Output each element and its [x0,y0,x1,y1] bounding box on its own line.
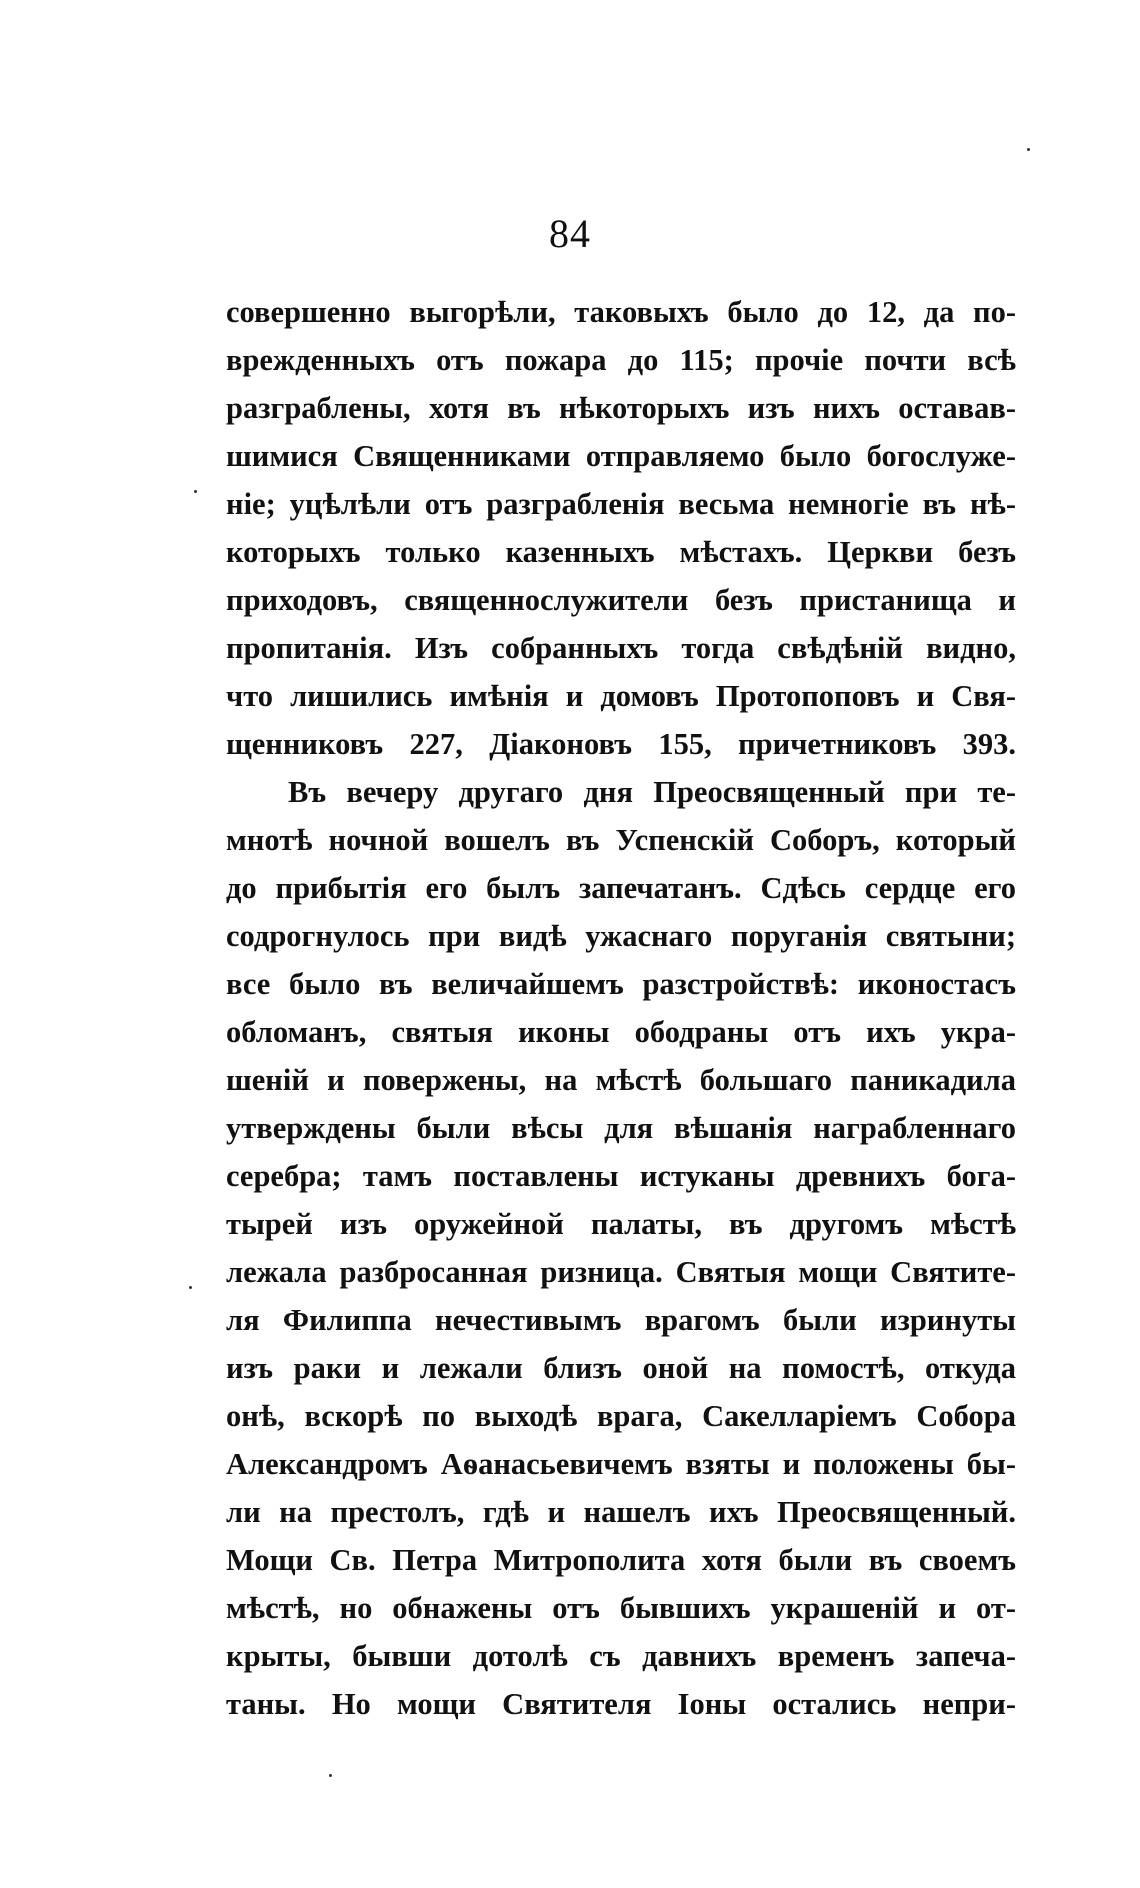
text-line: лежала разбросанная ризница. Святыя мощи Святите- [226,1255,1016,1289]
text-line: разграблены, хотя въ нѣкоторыхъ изъ нихъ оставав- [226,391,1016,425]
text-line: обломанъ, святыя иконы ободраны отъ ихъ укра- [226,1015,1016,1049]
text-line: тырей изъ оружейной палаты, въ другомъ мѣстѣ [226,1207,1016,1241]
print-speck [329,1774,332,1777]
text-line: ли на престолъ, гдѣ и нашелъ ихъ Преосвященный. [226,1495,1016,1529]
print-speck [1027,148,1030,151]
print-speck [194,490,197,493]
text-line: таны. Но мощи Святителя Іоны остались непри- [226,1687,1016,1721]
text-line: все было въ величайшемъ разстройствѣ: иконостасъ [226,967,1016,1001]
text-line: утверждены были вѣсы для вѣшанія награбленнаго [226,1111,1016,1145]
text-line: которыхъ только казенныхъ мѣстахъ. Церкви безъ [226,535,1016,569]
text-line: онѣ, вскорѣ по выходѣ врага, Сакелларіемъ Собора [226,1399,1016,1433]
text-line: шеній и повержены, на мѣстѣ большаго паникадила [226,1063,1016,1097]
text-line: крыты, бывши дотолѣ съ давнихъ временъ запеча- [226,1639,1016,1673]
page-number: 84 [549,211,591,256]
text-line: содрогнулось при видѣ ужаснаго поруганія святыни; [226,919,1016,953]
text-line: шимися Священниками отправляемо было богослуже- [226,439,1016,473]
text-line: врежденныхъ отъ пожара до 115; прочіе почти всѣ [226,343,1016,377]
text-line: Александромъ Аѳанасьевичемъ взяты и положены бы- [226,1447,1016,1481]
body-text [226,288,1016,1728]
text-line: изъ раки и лежали близъ оной на помостѣ, откуда [226,1351,1016,1385]
text-line: ля Филиппа нечестивымъ врагомъ были изринуты [226,1303,1016,1337]
text-line: что лишились имѣнія и домовъ Протопоповъ и Свя- [226,679,1016,713]
text-line: серебра; тамъ поставлены истуканы древнихъ бога- [226,1159,1016,1193]
text-line: до прибытія его былъ запечатанъ. Сдѣсь сердце его [226,871,1016,905]
paragraph-first-line: Въ вечеру другаго дня Преосвященный при те- [288,775,1016,809]
print-speck [189,1286,192,1289]
text-line: мнотѣ ночной вошелъ въ Успенскій Соборъ, который [226,823,1016,857]
text-line: мѣстѣ, но обнажены отъ бывшихъ украшеній и от- [226,1591,1016,1625]
text-line: щенниковъ 227, Діаконовъ 155, причетниковъ 393. [226,727,1016,761]
text-line: пропитанія. Изъ собранныхъ тогда свѣдѣній видно, [226,631,1016,665]
text-line: Мощи Св. Петра Митрополита хотя были въ своемъ [226,1543,1016,1577]
text-line: совершенно выгорѣли, таковыхъ было до 12, да по- [226,295,1016,329]
text-line: приходовъ, священнослужители безъ пристанища и [226,583,1016,617]
text-line: ніе; уцѣлѣли отъ разграбленія весьма немногіе въ нѣ- [226,487,1016,521]
